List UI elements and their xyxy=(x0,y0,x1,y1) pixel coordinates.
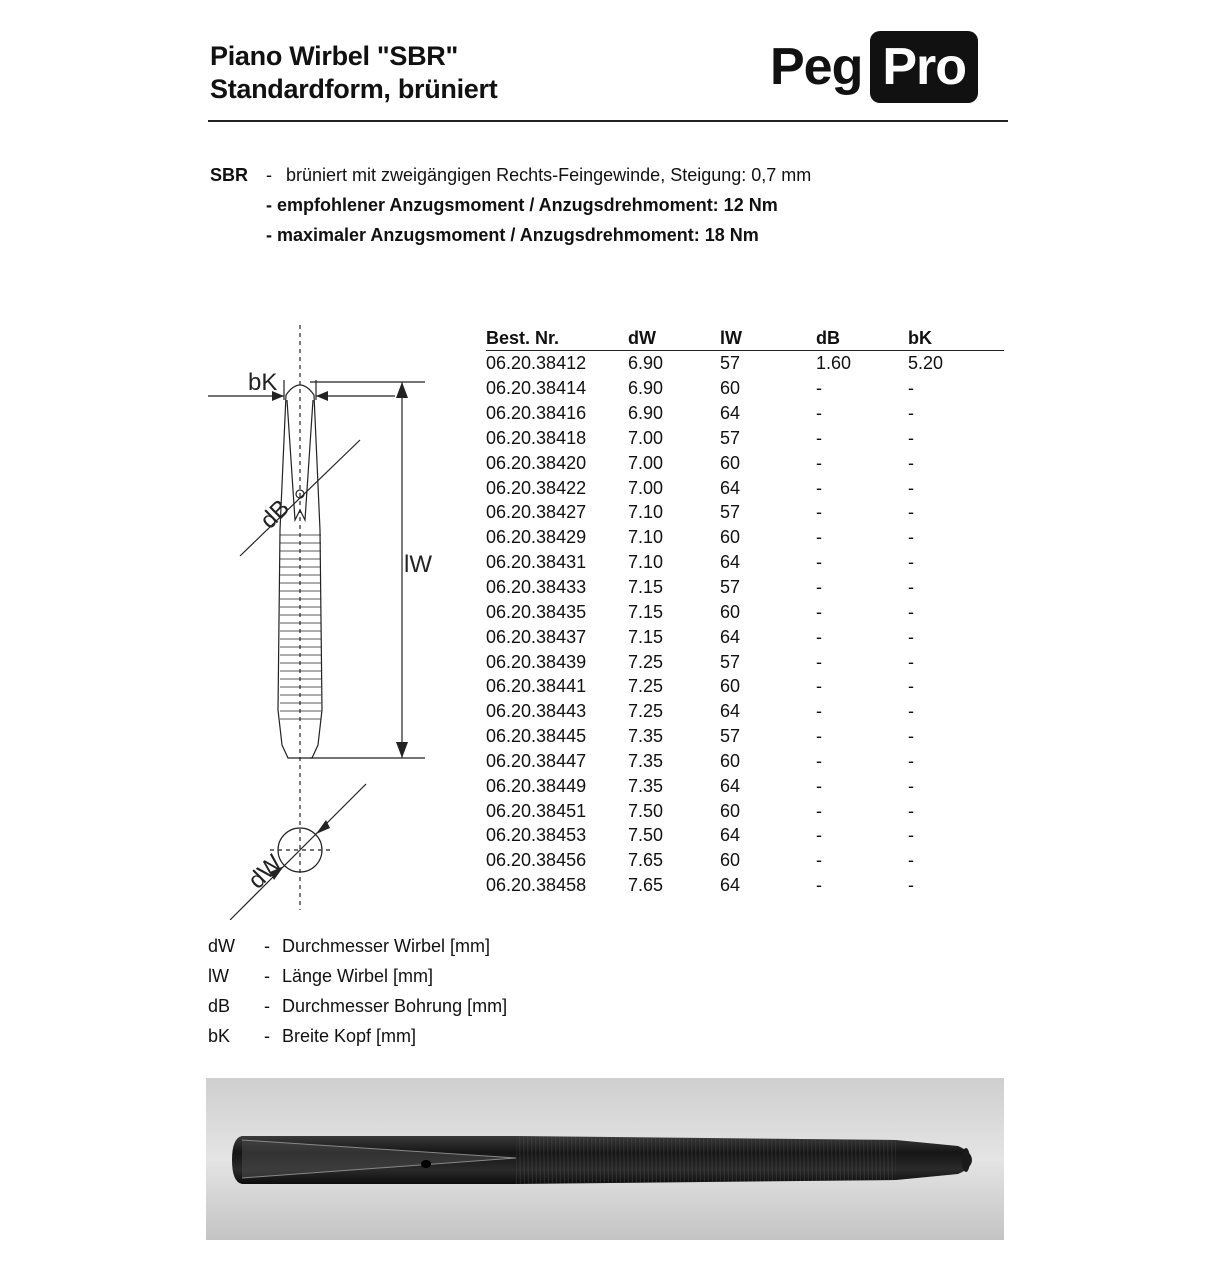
table-row xyxy=(486,401,1004,426)
cell-bk: - xyxy=(908,676,914,697)
cell-lw: 64 xyxy=(720,875,741,896)
legend-dash: - xyxy=(264,1026,270,1046)
cell-dw: 7.15 xyxy=(628,577,664,598)
bk-arrow-left xyxy=(316,391,328,401)
dw-label: dW xyxy=(243,849,288,895)
cell-bk: - xyxy=(908,651,914,672)
logo-pro-badge: Pro xyxy=(870,31,978,103)
cell-lw: 60 xyxy=(720,676,741,697)
cell-bk: - xyxy=(908,726,914,747)
cell-bk: - xyxy=(908,427,914,448)
cell-bk: - xyxy=(908,701,914,722)
cell-best-nr: 06.20.38445 xyxy=(486,726,587,747)
cell-db: - xyxy=(816,552,822,573)
table-row xyxy=(486,450,1004,475)
legend-dash: - xyxy=(264,996,270,1016)
tuning-pin-photo xyxy=(206,1078,1004,1240)
cell-dw: 7.65 xyxy=(628,875,664,896)
cell-bk: - xyxy=(908,875,914,896)
legend-text: Durchmesser Wirbel [mm] xyxy=(282,936,491,956)
desc-dash: - xyxy=(266,165,272,185)
bk-label: bK xyxy=(248,369,278,396)
table-row xyxy=(486,699,1004,724)
header-best-nr: Best. Nr. xyxy=(486,326,628,351)
tuning-pin-drawing xyxy=(200,320,460,920)
cell-lw: 64 xyxy=(720,701,741,722)
cell-best-nr: 06.20.38422 xyxy=(486,477,587,498)
cell-dw: 7.35 xyxy=(628,775,664,796)
cell-bk: - xyxy=(908,378,914,399)
cell-db: - xyxy=(816,825,822,846)
cell-bk: - xyxy=(908,825,914,846)
desc-line-3: - maximaler Anzugsmoment / Anzugsdrehmoment: 18 Nm xyxy=(266,225,759,245)
table-row xyxy=(486,475,1004,500)
cell-lw: 57 xyxy=(720,353,741,374)
table-row xyxy=(486,674,1004,699)
cell-bk: - xyxy=(908,750,914,771)
title-line-2: Standardform, brüniert xyxy=(210,74,498,104)
cell-best-nr: 06.20.38414 xyxy=(486,378,587,399)
header-lw: lW xyxy=(720,326,816,351)
cell-db: - xyxy=(816,800,822,821)
header-bk: bK xyxy=(908,326,1004,351)
cell-dw: 7.35 xyxy=(628,726,664,747)
cell-lw: 60 xyxy=(720,601,741,622)
cell-db: - xyxy=(816,403,822,424)
cell-best-nr: 06.20.38435 xyxy=(486,601,587,622)
desc-line-2: - empfohlener Anzugsmoment / Anzugsdrehmoment: 12 Nm xyxy=(266,195,778,215)
cell-best-nr: 06.20.38449 xyxy=(486,775,587,796)
table-row xyxy=(486,426,1004,451)
cell-dw: 7.15 xyxy=(628,601,664,622)
cell-lw: 60 xyxy=(720,378,741,399)
cell-lw: 60 xyxy=(720,850,741,871)
table-row xyxy=(486,376,1004,401)
legend-key: lW xyxy=(208,966,229,986)
header-dw: dW xyxy=(628,326,720,351)
legend-text: Länge Wirbel [mm] xyxy=(282,966,434,986)
legend-dash: - xyxy=(264,966,270,986)
legend-text: Durchmesser Bohrung [mm] xyxy=(282,996,508,1016)
table-row xyxy=(486,724,1004,749)
cell-db: - xyxy=(816,626,822,647)
table-row xyxy=(486,649,1004,674)
cell-db: - xyxy=(816,676,822,697)
cell-dw: 7.25 xyxy=(628,701,664,722)
table-row xyxy=(486,575,1004,600)
cell-lw: 57 xyxy=(720,651,741,672)
dw-dimension-line xyxy=(230,784,366,920)
cell-lw: 60 xyxy=(720,527,741,548)
cell-dw: 7.50 xyxy=(628,800,664,821)
desc-line-1: brüniert mit zweigängigen Rechts-Feingewinde, Steigung: 0,7 mm xyxy=(286,165,812,185)
desc-key: SBR xyxy=(210,165,249,185)
cell-best-nr: 06.20.38433 xyxy=(486,577,587,598)
product-description xyxy=(210,164,811,254)
cell-db: - xyxy=(816,452,822,473)
table-row xyxy=(486,848,1004,873)
cell-db: - xyxy=(816,701,822,722)
cell-bk: - xyxy=(908,477,914,498)
cell-dw: 7.15 xyxy=(628,626,664,647)
legend-dash: - xyxy=(264,936,270,956)
cell-dw: 7.10 xyxy=(628,527,664,548)
table-row xyxy=(486,749,1004,774)
cell-best-nr: 06.20.38412 xyxy=(486,353,587,374)
cell-best-nr: 06.20.38418 xyxy=(486,427,587,448)
cell-db: - xyxy=(816,577,822,598)
cell-db: - xyxy=(816,477,822,498)
legend-text: Breite Kopf [mm] xyxy=(282,1026,417,1046)
cell-bk: - xyxy=(908,601,914,622)
cell-db: - xyxy=(816,502,822,523)
table-row xyxy=(486,500,1004,525)
cell-lw: 64 xyxy=(720,825,741,846)
cell-best-nr: 06.20.38453 xyxy=(486,825,587,846)
cell-lw: 57 xyxy=(720,427,741,448)
db-label: dB xyxy=(255,494,295,535)
cell-bk: - xyxy=(908,775,914,796)
cell-best-nr: 06.20.38437 xyxy=(486,626,587,647)
cell-dw: 7.25 xyxy=(628,676,664,697)
cell-db: - xyxy=(816,850,822,871)
cell-bk: - xyxy=(908,527,914,548)
cell-db: - xyxy=(816,378,822,399)
cell-lw: 64 xyxy=(720,403,741,424)
lw-arrow-down xyxy=(396,742,408,758)
table-row xyxy=(486,873,1004,898)
cell-best-nr: 06.20.38458 xyxy=(486,875,587,896)
table-row xyxy=(486,525,1004,550)
cell-db: - xyxy=(816,651,822,672)
cell-bk: - xyxy=(908,577,914,598)
cell-best-nr: 06.20.38420 xyxy=(486,452,587,473)
cell-lw: 64 xyxy=(720,775,741,796)
header-divider xyxy=(208,120,1008,122)
cell-dw: 7.10 xyxy=(628,502,664,523)
cell-lw: 57 xyxy=(720,577,741,598)
cell-bk: - xyxy=(908,403,914,424)
table-row xyxy=(486,351,1004,376)
cell-lw: 57 xyxy=(720,502,741,523)
legend-key: bK xyxy=(208,1026,231,1046)
logo-peg-text: Peg xyxy=(770,38,863,96)
cell-db: - xyxy=(816,601,822,622)
cell-lw: 64 xyxy=(720,552,741,573)
cell-lw: 64 xyxy=(720,626,741,647)
cell-lw: 60 xyxy=(720,452,741,473)
cell-bk: 5.20 xyxy=(908,353,944,374)
cell-best-nr: 06.20.38456 xyxy=(486,850,587,871)
lw-arrow-up xyxy=(396,382,408,398)
cell-bk: - xyxy=(908,552,914,573)
cell-lw: 60 xyxy=(720,800,741,821)
cell-lw: 57 xyxy=(720,726,741,747)
table-row xyxy=(486,550,1004,575)
cell-bk: - xyxy=(908,800,914,821)
cell-dw: 6.90 xyxy=(628,403,664,424)
cell-dw: 7.35 xyxy=(628,750,664,771)
specifications-table xyxy=(486,326,1004,898)
cell-dw: 7.00 xyxy=(628,427,664,448)
cell-best-nr: 06.20.38427 xyxy=(486,502,587,523)
cell-bk: - xyxy=(908,850,914,871)
cell-db: 1.60 xyxy=(816,353,852,374)
cell-dw: 7.10 xyxy=(628,552,664,573)
table-row xyxy=(486,798,1004,823)
cell-best-nr: 06.20.38441 xyxy=(486,676,587,697)
cell-db: - xyxy=(816,750,822,771)
pin-thread xyxy=(280,535,321,719)
cell-db: - xyxy=(816,527,822,548)
legend-key: dW xyxy=(208,936,235,956)
cell-dw: 7.00 xyxy=(628,477,664,498)
title-line-1: Piano Wirbel "SBR" xyxy=(210,41,458,71)
header-db: dB xyxy=(816,326,908,351)
table-row xyxy=(486,599,1004,624)
cell-db: - xyxy=(816,875,822,896)
cell-best-nr: 06.20.38416 xyxy=(486,403,587,424)
table-row xyxy=(486,823,1004,848)
page-title xyxy=(210,40,497,106)
cell-best-nr: 06.20.38447 xyxy=(486,750,587,771)
table-row xyxy=(486,624,1004,649)
cell-dw: 6.90 xyxy=(628,378,664,399)
cell-dw: 6.90 xyxy=(628,353,664,374)
cell-bk: - xyxy=(908,502,914,523)
cell-db: - xyxy=(816,726,822,747)
table-row xyxy=(486,773,1004,798)
cell-best-nr: 06.20.38431 xyxy=(486,552,587,573)
cell-db: - xyxy=(816,427,822,448)
legend-item xyxy=(208,1024,507,1054)
legend-item xyxy=(208,994,507,1024)
abbreviation-legend xyxy=(208,934,507,1054)
cell-db: - xyxy=(816,775,822,796)
cell-best-nr: 06.20.38451 xyxy=(486,800,587,821)
pegpro-logo xyxy=(770,30,978,104)
legend-item xyxy=(208,964,507,994)
cell-dw: 7.50 xyxy=(628,825,664,846)
cell-dw: 7.00 xyxy=(628,452,664,473)
cell-dw: 7.25 xyxy=(628,651,664,672)
cell-bk: - xyxy=(908,452,914,473)
table-header-row xyxy=(486,326,1004,351)
cell-dw: 7.65 xyxy=(628,850,664,871)
cell-lw: 64 xyxy=(720,477,741,498)
cell-best-nr: 06.20.38443 xyxy=(486,701,587,722)
lw-label: lW xyxy=(404,551,432,578)
cell-best-nr: 06.20.38429 xyxy=(486,527,587,548)
cell-bk: - xyxy=(908,626,914,647)
cell-best-nr: 06.20.38439 xyxy=(486,651,587,672)
legend-item xyxy=(208,934,507,964)
pin-hole xyxy=(421,1160,431,1168)
legend-key: dB xyxy=(208,996,231,1016)
cell-lw: 60 xyxy=(720,750,741,771)
